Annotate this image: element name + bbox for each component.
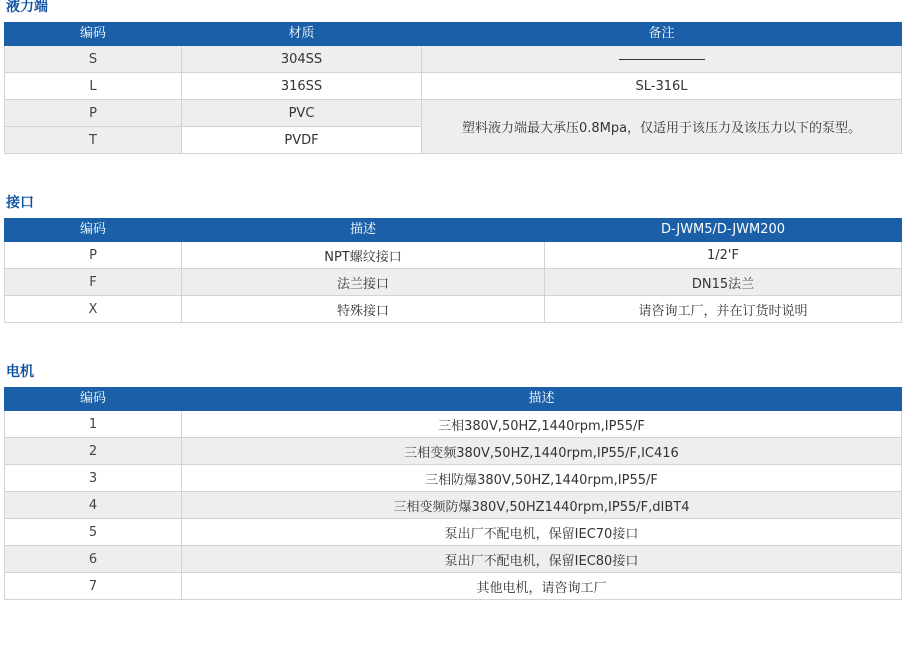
column-header-code: 编码 xyxy=(5,219,182,242)
cell-code: 5 xyxy=(5,519,182,546)
dash-rule xyxy=(619,59,705,60)
table-row xyxy=(5,492,902,519)
column-header-model: D-JWM5/D-JWM200 xyxy=(545,219,902,242)
cell-material: PVDF xyxy=(182,127,422,154)
cell-code: L xyxy=(5,73,182,100)
table-motor xyxy=(4,387,902,600)
cell-description: 法兰接口 xyxy=(182,269,545,296)
cell-code: P xyxy=(5,100,182,127)
cell-remark: SL-316L xyxy=(422,73,902,100)
cell-description: 三相防爆380V,50HZ,1440rpm,IP55/F xyxy=(182,465,902,492)
cell-spec: DN15法兰 xyxy=(545,269,902,296)
cell-code: X xyxy=(5,296,182,323)
table-row xyxy=(5,296,902,323)
cell-code: 1 xyxy=(5,411,182,438)
table-row xyxy=(5,546,902,573)
cell-remark-merged: 塑料液力端最大承压0.8Mpa，仅适用于该压力及该压力以下的泵型。 xyxy=(422,100,902,154)
table-row xyxy=(5,100,902,127)
table-row xyxy=(5,269,902,296)
cell-code: P xyxy=(5,242,182,269)
cell-remark xyxy=(422,46,902,73)
table-row xyxy=(5,73,902,100)
table-row xyxy=(5,573,902,600)
column-header-material: 材质 xyxy=(182,23,422,46)
cell-description: 三相变频防爆380V,50HZ1440rpm,IP55/F,dIBT4 xyxy=(182,492,902,519)
table-row xyxy=(5,411,902,438)
table-liquid-end xyxy=(4,22,902,154)
cell-description: 其他电机，请咨询工厂 xyxy=(182,573,902,600)
column-header-code: 编码 xyxy=(5,23,182,46)
section-liquid-end xyxy=(4,0,901,154)
section-title-liquid-end: 液力端 xyxy=(6,0,48,15)
cell-description: 特殊接口 xyxy=(182,296,545,323)
cell-material: PVC xyxy=(182,100,422,127)
cell-material: 316SS xyxy=(182,73,422,100)
section-title-motor: 电机 xyxy=(6,364,34,380)
cell-code: F xyxy=(5,269,182,296)
section-title-connection: 接口 xyxy=(6,195,34,211)
column-header-description: 描述 xyxy=(182,219,545,242)
cell-description: 泵出厂不配电机，保留IEC70接口 xyxy=(182,519,902,546)
cell-description: 三相变频380V,50HZ,1440rpm,IP55/F,IC416 xyxy=(182,438,902,465)
table-row xyxy=(5,519,902,546)
cell-material: 304SS xyxy=(182,46,422,73)
section-motor xyxy=(4,365,901,600)
table-header-row xyxy=(5,388,902,411)
cell-code: 7 xyxy=(5,573,182,600)
cell-description: NPT螺纹接口 xyxy=(182,242,545,269)
cell-code: S xyxy=(5,46,182,73)
cell-description: 三相380V,50HZ,1440rpm,IP55/F xyxy=(182,411,902,438)
section-connection xyxy=(4,196,901,323)
column-header-code: 编码 xyxy=(5,388,182,411)
cell-code: T xyxy=(5,127,182,154)
table-row xyxy=(5,46,902,73)
cell-code: 4 xyxy=(5,492,182,519)
cell-code: 2 xyxy=(5,438,182,465)
table-connection xyxy=(4,218,902,323)
cell-description: 泵出厂不配电机，保留IEC80接口 xyxy=(182,546,902,573)
cell-code: 6 xyxy=(5,546,182,573)
column-header-remark: 备注 xyxy=(422,23,902,46)
table-header-row xyxy=(5,219,902,242)
table-row xyxy=(5,438,902,465)
table-row xyxy=(5,242,902,269)
cell-spec: 1/2'F xyxy=(545,242,902,269)
table-row xyxy=(5,465,902,492)
cell-spec: 请咨询工厂，并在订货时说明 xyxy=(545,296,902,323)
cell-code: 3 xyxy=(5,465,182,492)
table-header-row xyxy=(5,23,902,46)
column-header-description: 描述 xyxy=(182,388,902,411)
